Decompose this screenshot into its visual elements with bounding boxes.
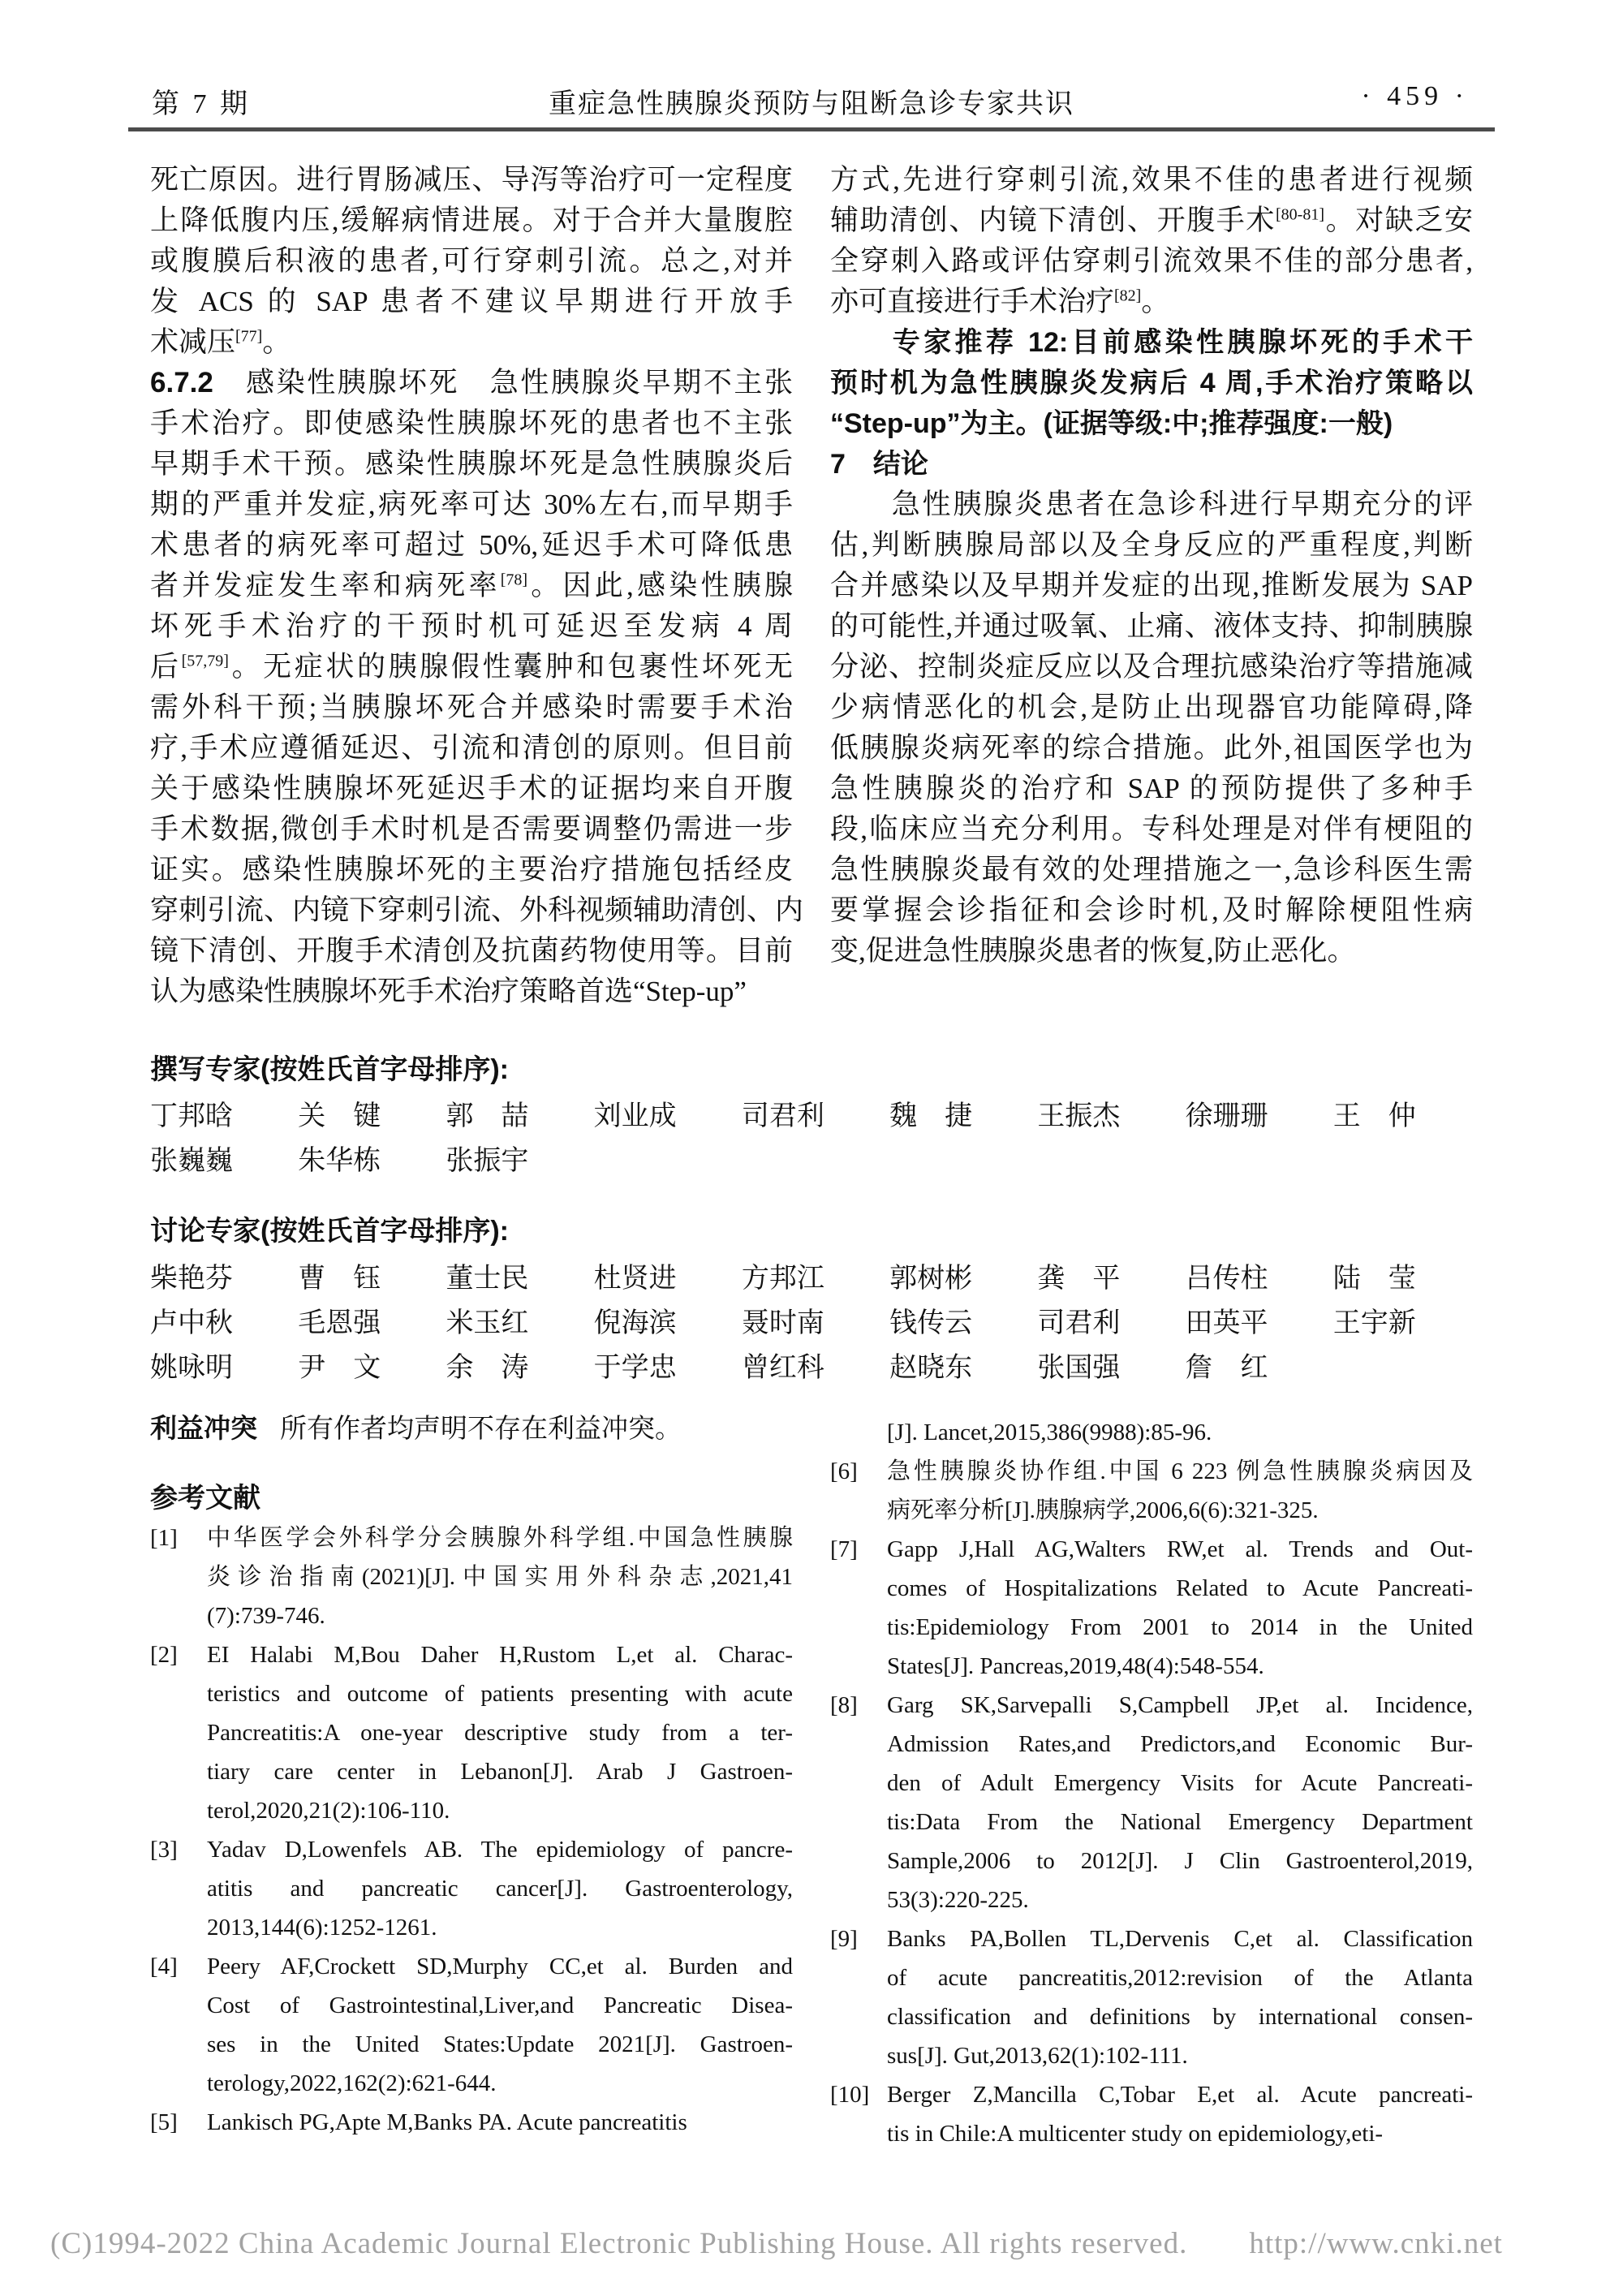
expert-name: 吕传柱: [1185, 1264, 1268, 1294]
page-footer: (C)1994-2022 China Academic Journal Electronic Publishing House. All rights reserved. http://www.cnki.net: [50, 2227, 1503, 2260]
reference-text: tis:Data From the National Emergency Department: [887, 1809, 1473, 1835]
expert-name: 张振宇: [446, 1146, 529, 1176]
reference-number: [5]: [150, 2109, 178, 2135]
expert-name: 赵晓东: [889, 1353, 973, 1383]
text-line: 要掌握会诊指征和会诊时机,及时解除梗阻性病: [830, 894, 1473, 926]
text-line: 后[57,79]。无症状的胰腺假性囊肿和包裹性坏死无: [150, 651, 793, 683]
text-line: 段,临床应当充分利用。专科处理是对伴有梗阻的: [830, 813, 1473, 845]
references-heading: 参考文献: [150, 1483, 260, 1514]
reference-line: [830, 1530, 1473, 1569]
text-line: 合并感染以及早期并发症的出现,推断发展为 SAP: [830, 570, 1473, 601]
reference-number: [150, 1908, 207, 1947]
discussion-experts-label: 讨论专家(按姓氏首字母排序):: [150, 1216, 509, 1247]
expert-name: 徐珊珊: [1185, 1101, 1268, 1131]
text-line: 分泌、控制炎症反应以及合理抗感染治疗等措施减: [830, 651, 1473, 683]
text-line: 术患者的病死率可超过 50%,延迟手术可降低患: [150, 529, 793, 561]
expert-name: 聂时南: [741, 1308, 824, 1338]
reference-number: [3]: [150, 1837, 178, 1863]
discussion-experts-row-3: [150, 1346, 1481, 1390]
references-right-column: [830, 1413, 1473, 2153]
reference-line: [150, 1986, 793, 2025]
page-number: · 459 ·: [1361, 81, 1469, 111]
reference-text: tis in Chile:A multicenter study on epidemiology,eti-: [887, 2121, 1384, 2147]
expert-name: 倪海滨: [593, 1308, 677, 1338]
reference-number: [150, 1752, 207, 1791]
reference-line: [150, 1713, 793, 1752]
expert-name: 刘业成: [593, 1101, 677, 1131]
reference-number: [150, 1869, 207, 1908]
text-line: 手术治疗。即使感染性胰腺坏死的患者也不主张: [150, 407, 793, 439]
text-line: 坏死手术治疗的干预时机可延迟至发病 4 周: [150, 610, 793, 642]
reference-text: Peery AF,Crockett SD,Murphy CC,et al. Burden and: [207, 1954, 793, 1979]
writing-experts-row-1: [150, 1094, 1481, 1139]
body-right-column: [830, 160, 1473, 971]
expert-name: 尹 文: [298, 1353, 381, 1383]
expert-name: 董士民: [446, 1264, 529, 1294]
text-line: 期的严重并发症,病死率可达 30%左右,而早期手: [150, 489, 793, 520]
expert-name: 魏 捷: [889, 1101, 973, 1131]
reference-line: [830, 1803, 1473, 1842]
writing-experts-row-2: [150, 1139, 1481, 1183]
reference-line: [150, 1596, 793, 1635]
text-line: 方式,先进行穿刺引流,效果不佳的患者进行视频: [830, 164, 1473, 196]
reference-number: [10]: [830, 2082, 870, 2108]
reference-line: [830, 1491, 1473, 1530]
reference-line: [830, 1686, 1473, 1725]
reference-line: [150, 1869, 793, 1908]
reference-text: sus[J]. Gut,2013,62(1):102-111.: [887, 2043, 1188, 2069]
reference-number: [830, 1958, 887, 1997]
reference-line: [830, 1413, 1473, 1452]
expert-name: 郭树彬: [889, 1264, 973, 1294]
text-line: 认为感染性胰腺坏死手术治疗策略首选“Step-up”: [150, 976, 747, 1007]
reference-number: [830, 1491, 887, 1530]
text-line: 者并发症发生率和病死率[78]。因此,感染性胰腺: [150, 570, 793, 601]
reference-number: [150, 1791, 207, 1830]
text-line: 疗,手术应遵循延迟、引流和清创的原则。但目前: [150, 732, 793, 764]
discussion-experts-row-1: [150, 1256, 1481, 1301]
text-line: 7 结论: [830, 449, 928, 480]
reference-text: den of Adult Emergency Visits for Acute Pancreati-: [887, 1770, 1473, 1796]
reference-text: 炎诊治指南(2021)[J].中国实用外科杂志,2021,41: [207, 1564, 793, 1590]
reference-number: [830, 1413, 887, 1452]
reference-number: [7]: [830, 1536, 858, 1562]
reference-text: States[J]. Pancreas,2019,48(4):548-554.: [887, 1653, 1264, 1679]
reference-text: Gapp J,Hall AG,Walters RW,et al. Trends and Out-: [887, 1536, 1473, 1562]
expert-name: 米玉红: [446, 1308, 529, 1338]
text-line: 急性胰腺炎最有效的处理措施之一,急诊科医生需: [830, 854, 1473, 885]
reference-text: Lankisch PG,Apte M,Banks PA. Acute pancreatitis: [207, 2109, 687, 2135]
expert-name: 龚 平: [1037, 1264, 1121, 1294]
reference-text: terol,2020,21(2):106-110.: [207, 1798, 450, 1824]
reference-line: [150, 1557, 793, 1596]
expert-name: 丁邦晗: [150, 1101, 233, 1131]
text-line: 证实。感染性胰腺坏死的主要治疗措施包括经皮: [150, 854, 793, 885]
expert-name: 司君利: [1037, 1308, 1121, 1338]
text-line: 6.7.2 感染性胰腺坏死 急性胰腺炎早期不主张: [150, 367, 793, 398]
reference-number: [830, 1842, 887, 1880]
text-line: 急性胰腺炎患者在急诊科进行早期充分的评: [830, 489, 1473, 520]
text-line: 的可能性,并通过吸氧、止痛、液体支持、抑制胰腺: [830, 610, 1473, 642]
conflict-text: 所有作者均声明不存在利益冲突。: [280, 1415, 682, 1444]
expert-name: 毛恩强: [298, 1308, 381, 1338]
reference-line: [830, 2036, 1473, 2075]
reference-line: [830, 1608, 1473, 1647]
text-line: 穿刺引流、内镜下穿刺引流、外科视频辅助清创、内: [150, 894, 804, 926]
reference-text: Pancreatitis:A one-year descriptive study from a ter-: [207, 1720, 793, 1746]
text-line: 亦可直接进行手术治疗[82]。: [830, 286, 1170, 317]
reference-text: atitis and pancreatic cancer[J]. Gastroenterology,: [207, 1876, 793, 1902]
text-line: 发 ACS 的 SAP 患者不建议早期进行开放手: [150, 286, 793, 317]
reference-number: [830, 1803, 887, 1842]
reference-number: [8]: [830, 1692, 858, 1718]
reference-text: comes of Hospitalizations Related to Acute Pancreati-: [887, 1575, 1473, 1601]
text-line: 急性胰腺炎的治疗和 SAP 的预防提供了多种手: [830, 773, 1473, 804]
expert-name: 钱传云: [889, 1308, 973, 1338]
reference-number: [150, 1557, 207, 1596]
reference-text: Garg SK,Sarvepalli S,Campbell JP,et al. Incidence,: [887, 1692, 1473, 1718]
reference-text: (7):739-746.: [207, 1603, 325, 1629]
reference-line: [150, 1947, 793, 1986]
text-line: 需外科干预;当胰腺坏死合并感染时需要手术治: [150, 691, 793, 723]
reference-line: [150, 1908, 793, 1947]
text-line: 手术数据,微创手术时机是否需要调整仍需进一步: [150, 813, 793, 845]
reference-text: of acute pancreatitis,2012:revision of the Atlanta: [887, 1965, 1473, 1991]
reference-line: [830, 1569, 1473, 1608]
reference-line: [830, 2114, 1473, 2153]
reference-text: tis:Epidemiology From 2001 to 2014 in the United: [887, 1614, 1473, 1640]
discussion-experts-row-2: [150, 1301, 1481, 1346]
reference-text: 病死率分析[J].胰腺病学,2006,6(6):321-325.: [887, 1497, 1319, 1523]
reference-text: Berger Z,Mancilla C,Tobar E,et al. Acute pancreati-: [887, 2082, 1473, 2108]
reference-line: [830, 1452, 1473, 1491]
reference-line: [150, 2025, 793, 2064]
reference-text: teristics and outcome of patients presenting with acute: [207, 1681, 793, 1707]
reference-line: [830, 1958, 1473, 1997]
reference-number: [830, 1608, 887, 1647]
expert-name: 司君利: [741, 1101, 824, 1131]
expert-name: 田英平: [1185, 1308, 1268, 1338]
reference-number: [830, 1647, 887, 1686]
expert-name: 朱华栋: [298, 1146, 381, 1176]
reference-text: 中华医学会外科学分会胰腺外科学组.中国急性胰腺: [207, 1525, 793, 1551]
expert-name: 于学忠: [593, 1353, 677, 1383]
reference-line: [150, 1635, 793, 1674]
reference-text: Sample,2006 to 2012[J]. J Clin Gastroenterol,2019,: [887, 1848, 1473, 1874]
reference-number: [830, 1880, 887, 1919]
text-line: 专家推荐 12:目前感染性胰腺坏死的手术干: [830, 327, 1473, 358]
reference-text: classification and definitions by international consen-: [887, 2004, 1473, 2030]
reference-text: Banks PA,Bollen TL,Dervenis C,et al. Classification: [887, 1926, 1473, 1952]
expert-name: 陆 莹: [1332, 1264, 1416, 1294]
expert-name: 关 键: [298, 1101, 381, 1131]
reference-line: [830, 2075, 1473, 2114]
reference-line: [830, 1647, 1473, 1686]
reference-text: 2013,144(6):1252-1261.: [207, 1915, 437, 1941]
reference-line: [150, 1752, 793, 1791]
reference-line: [150, 1830, 793, 1869]
text-line: 全穿刺入路或评估穿刺引流效果不佳的部分患者,: [830, 245, 1473, 277]
reference-number: [830, 1764, 887, 1803]
writing-experts-label: 撰写专家(按姓氏首字母排序):: [150, 1054, 509, 1085]
reference-text: [J]. Lancet,2015,386(9988):85-96.: [887, 1419, 1212, 1445]
reference-number: [150, 1596, 207, 1635]
conflict-of-interest: [150, 1408, 793, 1449]
text-line: 变,促进急性胰腺炎患者的恢复,防止恶化。: [830, 935, 1356, 967]
reference-number: [830, 2036, 887, 2075]
reference-number: [830, 2114, 887, 2153]
expert-name: 郭 喆: [446, 1101, 529, 1131]
expert-name: 曹 钰: [298, 1264, 381, 1294]
expert-name: 王宇新: [1332, 1308, 1416, 1338]
reference-line: [830, 1842, 1473, 1880]
reference-text: Cost of Gastrointestinal,Liver,and Pancreatic Disea-: [207, 1992, 793, 2018]
reference-line: [830, 1919, 1473, 1958]
expert-name: 张国强: [1037, 1353, 1121, 1383]
journal-issue: 第 7 期: [152, 89, 251, 119]
reference-line: [150, 1518, 793, 1557]
conflict-label: 利益冲突: [150, 1413, 257, 1443]
expert-name: 张巍巍: [150, 1146, 233, 1176]
text-line: 少病情恶化的机会,是防止出现器官功能障碍,降: [830, 691, 1473, 723]
reference-text: ses in the United States:Update 2021[J]. Gastroen-: [207, 2031, 793, 2057]
expert-name: 王 仲: [1332, 1101, 1416, 1131]
reference-line: [150, 2064, 793, 2103]
body-left-column: [150, 160, 804, 1012]
header-rule: [128, 127, 1495, 131]
reference-text: EI Halabi M,Bou Daher H,Rustom L,et al. Charac-: [207, 1642, 793, 1668]
reference-number: [150, 1986, 207, 2025]
reference-line: [150, 2103, 793, 2142]
citation-superscript: [82]: [1114, 286, 1142, 305]
text-line: 死亡原因。进行胃肠减压、导泻等治疗可一定程度: [150, 164, 793, 196]
text-line: 预时机为急性胰腺炎发病后 4 周,手术治疗策略以: [830, 368, 1473, 398]
reference-text: Yadav D,Lowenfels AB. The epidemiology of pancre-: [207, 1837, 793, 1863]
text-line: 低胰腺炎病死率的综合措施。此外,祖国医学也为: [830, 732, 1473, 764]
expert-name: 柴艳芬: [150, 1264, 233, 1294]
expert-name: 余 涛: [446, 1353, 529, 1383]
reference-number: [150, 1674, 207, 1713]
text-line: 估,判断胰腺局部以及全身反应的严重程度,判断: [830, 529, 1473, 561]
citation-superscript: [78]: [500, 571, 528, 589]
text-line: “Step-up”为主。(证据等级:中;推荐强度:一般): [830, 408, 1393, 439]
reference-number: [830, 1569, 887, 1608]
text-line: 关于感染性胰腺坏死延迟手术的证据均来自开腹: [150, 773, 793, 804]
reference-text: 53(3):220-225.: [887, 1887, 1029, 1913]
reference-line: [830, 1764, 1473, 1803]
reference-number: [830, 1997, 887, 2036]
reference-number: [150, 2064, 207, 2103]
reference-line: [150, 1791, 793, 1830]
expert-name: 王振杰: [1037, 1101, 1121, 1131]
reference-number: [4]: [150, 1954, 178, 1979]
reference-line: [150, 1674, 793, 1713]
text-line: 镜下清创、开腹手术清创及抗菌药物使用等。目前: [150, 935, 793, 967]
reference-number: [6]: [830, 1458, 858, 1484]
reference-text: terology,2022,162(2):621-644.: [207, 2070, 497, 2096]
expert-name: 杜贤进: [593, 1264, 677, 1294]
references-left-column: [150, 1518, 793, 2142]
citation-superscript: [80-81]: [1276, 205, 1324, 224]
reference-line: [830, 1725, 1473, 1764]
expert-name: 詹 红: [1185, 1353, 1268, 1383]
text-line: 上降低腹内压,缓解病情进展。对于合并大量腹腔: [150, 205, 793, 236]
reference-number: [150, 1713, 207, 1752]
reference-text: 急性胰腺炎协作组.中国 6 223 例急性胰腺炎病因及: [887, 1458, 1473, 1484]
text-line: 早期手术干预。感染性胰腺坏死是急性胰腺炎后: [150, 448, 793, 480]
citation-superscript: [57,79]: [181, 652, 229, 670]
reference-number: [150, 2025, 207, 2064]
expert-name: 曾红科: [741, 1353, 824, 1383]
reference-text: tiary care center in Lebanon[J]. Arab J Gastroen-: [207, 1759, 793, 1785]
reference-number: [9]: [830, 1926, 858, 1952]
reference-line: [830, 1997, 1473, 2036]
expert-name: 方邦江: [741, 1264, 824, 1294]
expert-name: 姚咏明: [150, 1353, 233, 1383]
reference-number: [830, 1725, 887, 1764]
text-line: 辅助清创、内镜下清创、开腹手术[80-81]。对缺乏安: [830, 205, 1473, 236]
expert-name: 卢中秋: [150, 1308, 233, 1338]
reference-line: [830, 1880, 1473, 1919]
reference-number: [1]: [150, 1525, 178, 1551]
citation-superscript: [77]: [235, 327, 263, 346]
reference-text: Admission Rates,and Predictors,and Economic Bur-: [887, 1731, 1473, 1757]
text-line: 或腹膜后积液的患者,可行穿刺引流。总之,对并: [150, 245, 793, 277]
reference-number: [2]: [150, 1642, 178, 1668]
text-line: 术减压[77]。: [150, 326, 291, 358]
article-title: 重症急性胰腺炎预防与阻断急诊专家共识: [549, 89, 1074, 119]
